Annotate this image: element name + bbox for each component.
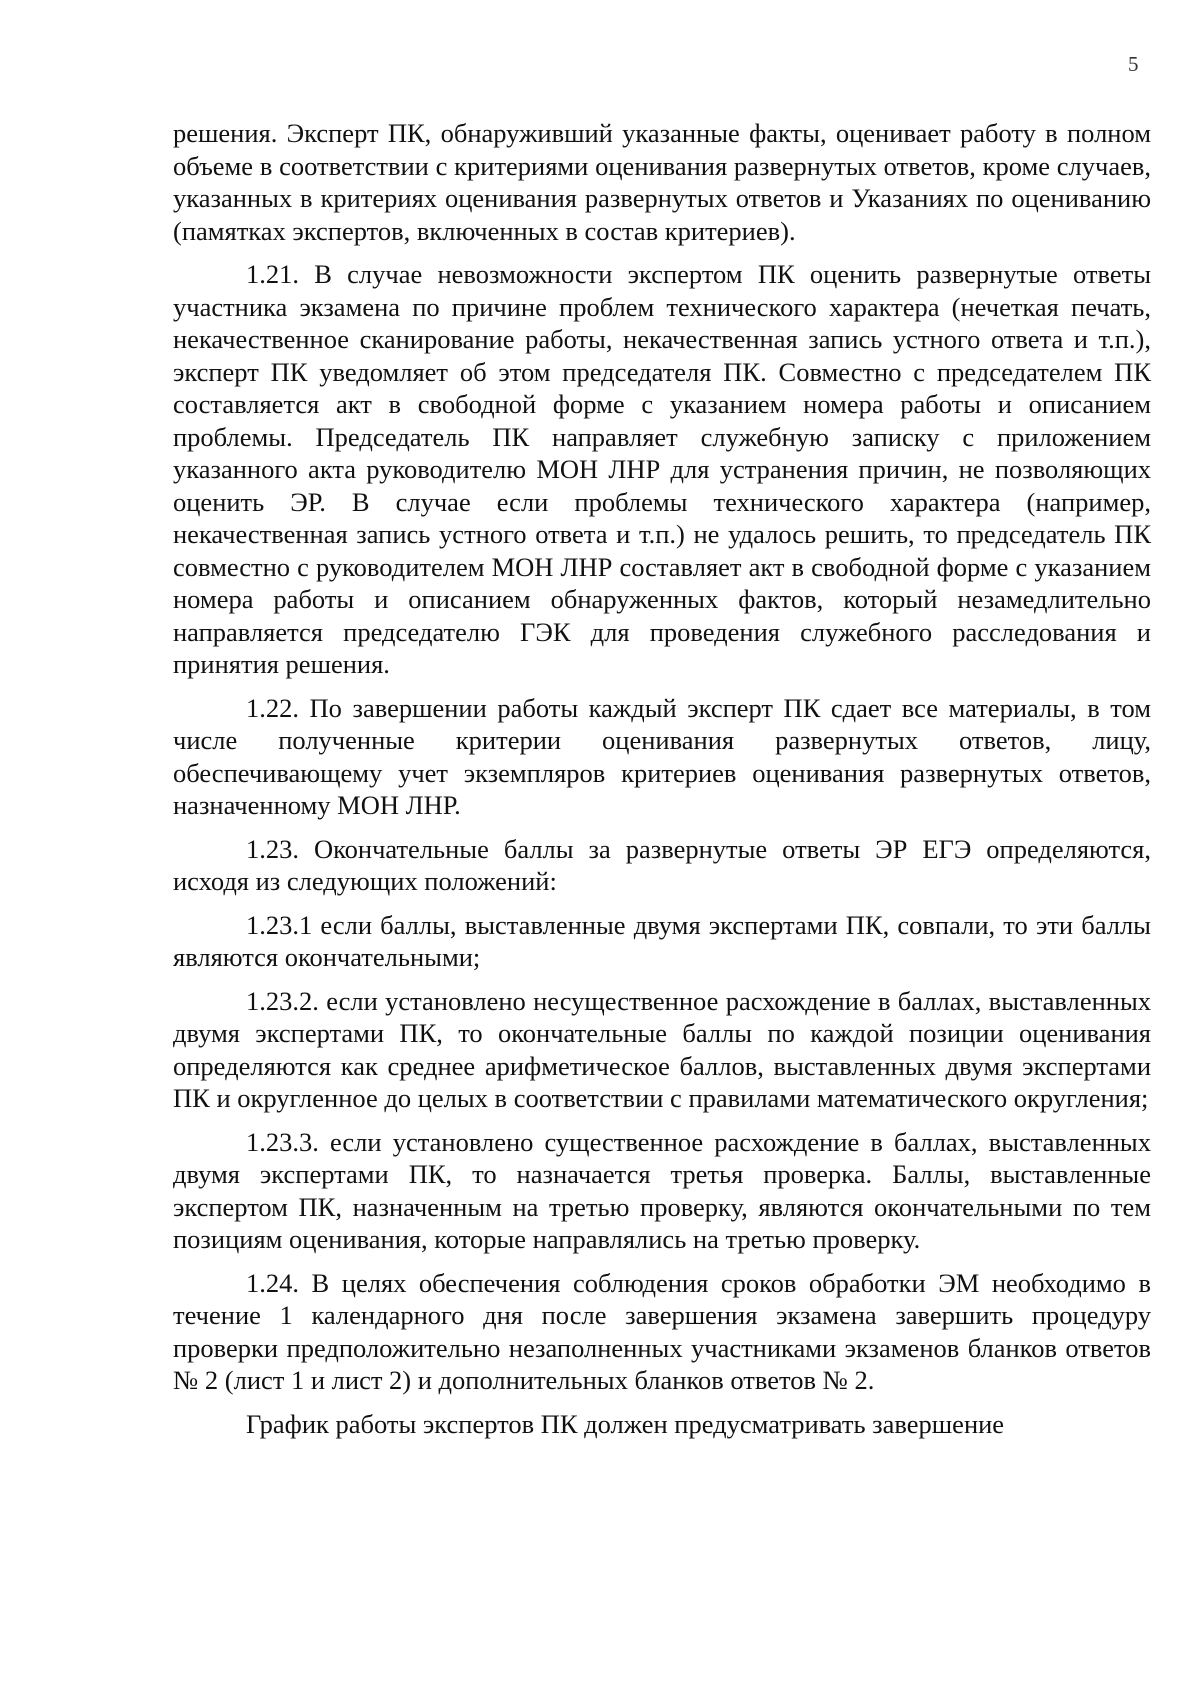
paragraph-1-24: 1.24. В целях обеспечения соблюдения сроков обработки ЭМ необходимо в течение 1 календарного дня после завершения экзамена завершить процедуру проверки предположительно незаполненных участниками экзаменов бланков ответов № 2 (лист 1 и лист 2) и дополнительных бланков ответов № 2.: [173, 1267, 1151, 1395]
paragraph-1-22: 1.22. По завершении работы каждый эксперт ПК сдает все материалы, в том числе полученные критерии оценивания развернутых ответов, лицу, обеспечивающему учет экземпляров критериев оценивания развернутых ответов, назначенному МОН ЛНР.: [173, 692, 1151, 820]
paragraph-1-23-1: 1.23.1 если баллы, выставленные двумя экспертами ПК, совпали, то эти баллы являются окончательными;: [173, 909, 1151, 972]
paragraph-1-23-3: 1.23.3. если установлено существенное расхождение в баллах, выставленных двумя экспертами ПК, то назначается третья проверка. Баллы, выставленные экспертом ПК, назначенным на третью проверку, являются окончательными по тем позициям оценивания, которые направлялись на третью проверку.: [173, 1126, 1151, 1254]
paragraph-schedule: График работы экспертов ПК должен предусматривать завершение: [246, 1408, 1005, 1439]
paragraph-1-23-2: 1.23.2. если установлено несущественное расхождение в баллах, выставленных двумя экспертами ПК, то окончательные баллы по каждой позиции оценивания определяются как среднее арифметическое баллов, выставленных двумя экспертами ПК и округленное до целых в соответствии с правилами математического округления;: [173, 985, 1151, 1113]
page-number: 5: [1128, 52, 1139, 76]
document-body: [173, 117, 1151, 1440]
paragraph-1-23: 1.23. Окончательные баллы за развернутые ответы ЭР ЕГЭ определяются, исходя из следующих положений:: [173, 833, 1151, 896]
paragraph-1-21: 1.21. В случае невозможности экспертом ПК оценить развернутые ответы участника экзамена по причине проблем технического характера (нечеткая печать, некачественное сканирование работы, некачественная запись устного ответа и т.п.), эксперт ПК уведомляет об этом председателя ПК. Совместно с председателем ПК составляется акт в свободной форме с указанием номера работы и описанием проблемы. Председатель ПК направляет служебную записку с приложением указанного акта руководителю МОН ЛНР для устранения причин, не позволяющих оценить ЭР. В случае если проблемы технического характера (например, некачественная запись устного ответа и т.п.) не удалось решить, то председатель ПК совместно с руководителем МОН ЛНР составляет акт в свободной форме с указанием номера работы и описанием обнаруженных фактов, который незамедлительно направляется председателю ГЭК для проведения служебного расследования и принятия решения.: [173, 259, 1151, 679]
paragraph-continuation: решения. Эксперт ПК, обнаруживший указанные факты, оценивает работу в полном объеме в соответствии с критериями оценивания развернутых ответов, кроме случаев, указанных в критериях оценивания развернутых ответов и Указаниях по оцениванию (памятках экспертов, включенных в состав критериев).: [173, 118, 1151, 246]
